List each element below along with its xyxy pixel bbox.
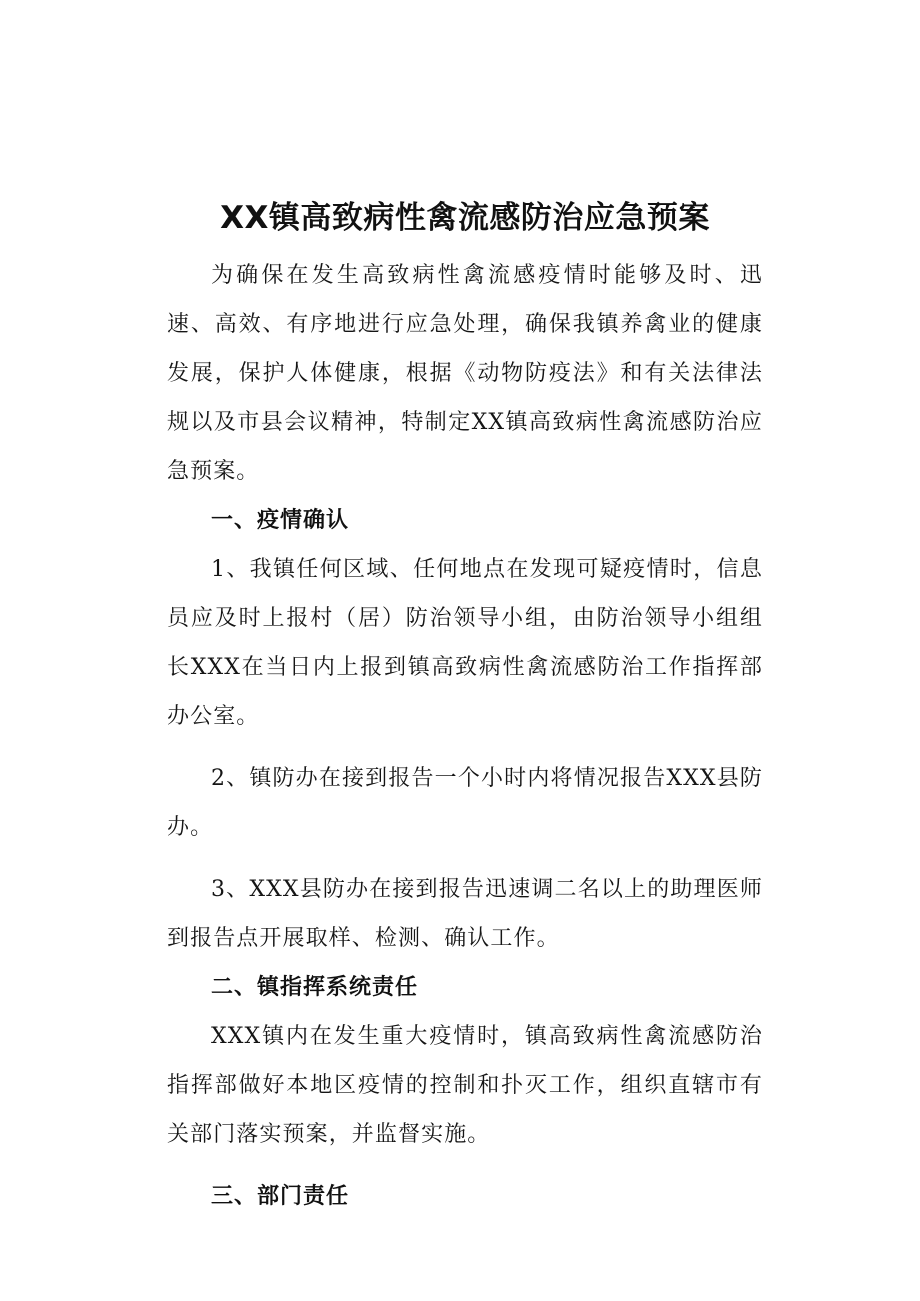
- section-heading-command-responsibility: 二、镇指挥系统责任: [211, 975, 419, 1000]
- document-body: [167, 193, 763, 1221]
- section1-item-1: 1、我镇任何区域、任何地点在发现可疑疫情时，信息员应及时上报村（居）防治领导小组，由防治领导小组组长XXX在当日内上报到镇高致病性禽流感防治工作指挥部办公室。: [167, 557, 763, 729]
- section1-item-2: 2、镇防办在接到报告一个小时内将情况报告XXX县防办。: [167, 766, 763, 840]
- section-heading-department-responsibility: 三、部门责任: [211, 1184, 350, 1209]
- document-title: XX镇高致病性禽流感防治应急预案: [220, 200, 710, 236]
- section2-paragraph: XXX镇内在发生重大疫情时，镇高致病性禽流感防治指挥部做好本地区疫情的控制和扑灭工作，组织直辖市有关部门落实预案，并监督实施。: [167, 1024, 763, 1147]
- section-heading-epidemic-confirmation: 一、疫情确认: [211, 508, 350, 533]
- intro-paragraph: 为确保在发生高致病性禽流感疫情时能够及时、迅速、高效、有序地进行应急处理，确保我镇养禽业的健康发展，保护人体健康，根据《动物防疫法》和有关法律法规以及市县会议精神，特制定XX镇高致病性禽流感防治应急预案。: [167, 263, 763, 484]
- section1-item-3: 3、XXX县防办在接到报告迅速调二名以上的助理医师到报告点开展取样、检测、确认工作。: [167, 877, 763, 951]
